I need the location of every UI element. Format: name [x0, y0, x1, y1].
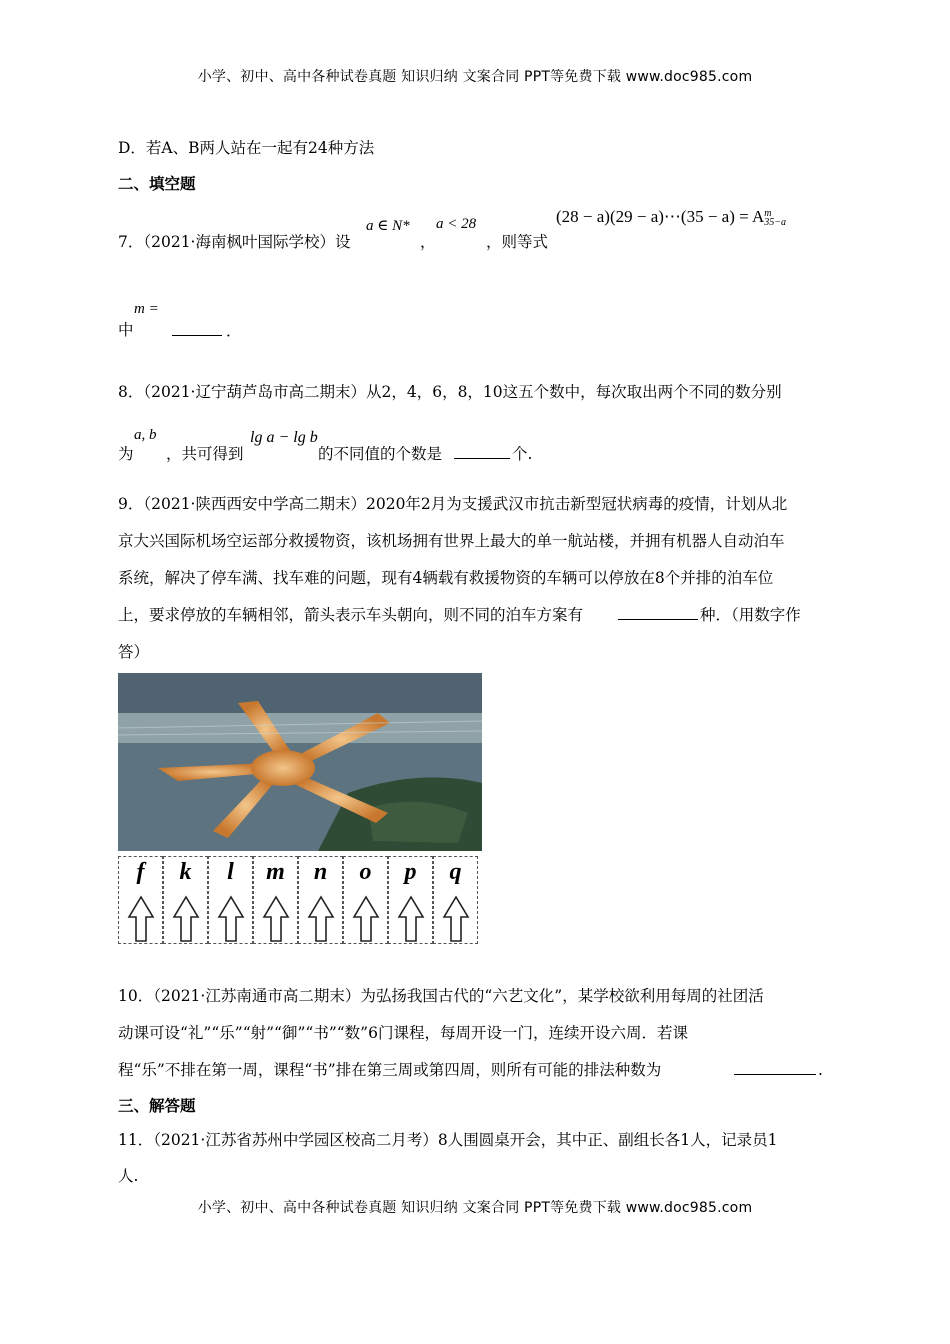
q10-line-3: 程“乐”不排在第一周，课程“书”排在第三周或第四周，则所有可能的排法种数为 [118, 1061, 662, 1079]
q7-condition-1: a ∈ N* [366, 218, 410, 234]
page-header: 小学、初中、高中各种试卷真题 知识归纳 文案合同 PPT等免费下载 www.doc985.com [197, 69, 753, 85]
q9-line-4-suffix: 种．（用数字作 [700, 606, 801, 624]
q8-end: 个. [512, 445, 533, 463]
q9-line-1: 9．（2021·陕西西安中学高二期末）2020年2月为支援武汉市抗击新型冠状病毒的疫情，计划从北 [118, 495, 788, 513]
section-title-fill-in: 二、填空题 [118, 174, 196, 193]
parking-slot [433, 856, 478, 944]
q7-line2-suffix: ． [226, 322, 242, 340]
up-arrow-icon [397, 895, 425, 943]
up-arrow-icon [307, 895, 335, 943]
q10-line-2: 动课可设“礼”“乐”“射”“御”“书”“数”6门课程，每周开设一门，连续开设六周．若课 [118, 1024, 688, 1042]
q8-line1: 8．（2021·辽宁葫芦岛市高二期末）从2，4，6，8，10这五个数中，每次取出两个不同的数分别 [118, 383, 782, 401]
slot-label: o [359, 859, 372, 885]
q7-var-m: m = [134, 301, 159, 317]
q9-line-4: 上，要求停放的车辆相邻，箭头表示车头朝向，则不同的泊车方案有 [118, 606, 584, 624]
parking-slot [343, 856, 388, 944]
slot-label: n [313, 859, 328, 885]
parking-slot [388, 856, 433, 944]
up-arrow-icon [217, 895, 245, 943]
parking-slot [253, 856, 298, 944]
q9-answer-blank[interactable] [618, 605, 698, 624]
q8-var-ab: a, b [134, 427, 157, 443]
up-arrow-icon [262, 895, 290, 943]
slot-label: p [404, 859, 417, 885]
up-arrow-icon [442, 895, 470, 943]
up-arrow-icon [127, 895, 155, 943]
parking-slot [118, 856, 163, 944]
airport-photo [118, 673, 482, 851]
q7-formula-sub: 35−a [764, 217, 787, 229]
slot-label: l [227, 859, 234, 885]
slot-label: m [266, 859, 285, 885]
slot-label: q [449, 859, 462, 885]
q8-answer-blank[interactable] [454, 444, 510, 463]
q7-formula-sup: m [764, 208, 772, 220]
q8-expr: lg a − lg b [250, 429, 318, 446]
q10-answer-blank[interactable] [734, 1060, 816, 1079]
up-arrow-icon [352, 895, 380, 943]
q7-answer-blank[interactable] [172, 321, 222, 340]
q7-condition-2: a < 28 [436, 216, 477, 232]
q7-formula [556, 207, 786, 227]
q8-prefix: 为 [118, 445, 134, 463]
page-footer: 小学、初中、高中各种试卷真题 知识归纳 文案合同 PPT等免费下载 www.doc985.com [197, 1200, 753, 1216]
parking-slots [118, 856, 482, 946]
parking-slot [208, 856, 253, 944]
q7-mid: ，则等式 [486, 233, 549, 251]
parking-slot [163, 856, 208, 944]
q7-formula-body: (28 − a)(29 − a)⋯(35 − a) = A [556, 207, 765, 226]
up-arrow-icon [172, 895, 200, 943]
q9-line-5: 答） [118, 643, 150, 661]
q9-line-2: 京大兴国际机场空运部分救援物资，该机场拥有世界上最大的单一航站楼，并拥有机器人自动泊车 [118, 532, 785, 550]
q7-prefix: 7．（2021·海南枫叶国际学校）设 [118, 233, 351, 251]
q11-line-1: 11．（2021·江苏省苏州中学园区校高二月考）8人围圆桌开会，其中正、副组长各1人，记录员1 [118, 1131, 778, 1149]
section-title-solutions: 三、解答题 [118, 1096, 196, 1115]
slot-label: k [179, 859, 192, 885]
q8-mid: ，共可得到 [166, 445, 244, 463]
q7-line2-prefix: 中 [118, 321, 134, 339]
q10-end: . [818, 1061, 823, 1079]
q7-comma: ， [420, 233, 436, 251]
q8-suffix: 的不同值的个数是 [318, 445, 443, 463]
q11-line-2: 人. [118, 1167, 139, 1185]
option-d: D．若A、B两人站在一起有24种方法 [118, 139, 375, 157]
q10-line-1: 10．（2021·江苏南通市高二期末）为弘扬我国古代的“六艺文化”，某学校欲利用每周的社团活 [118, 987, 764, 1005]
parking-slot [298, 856, 343, 944]
q9-line-3: 系统，解决了停车满、找车难的问题，现有4辆载有救援物资的车辆可以停放在8个并排的泊车位 [118, 569, 774, 587]
slot-label: f [136, 859, 145, 885]
